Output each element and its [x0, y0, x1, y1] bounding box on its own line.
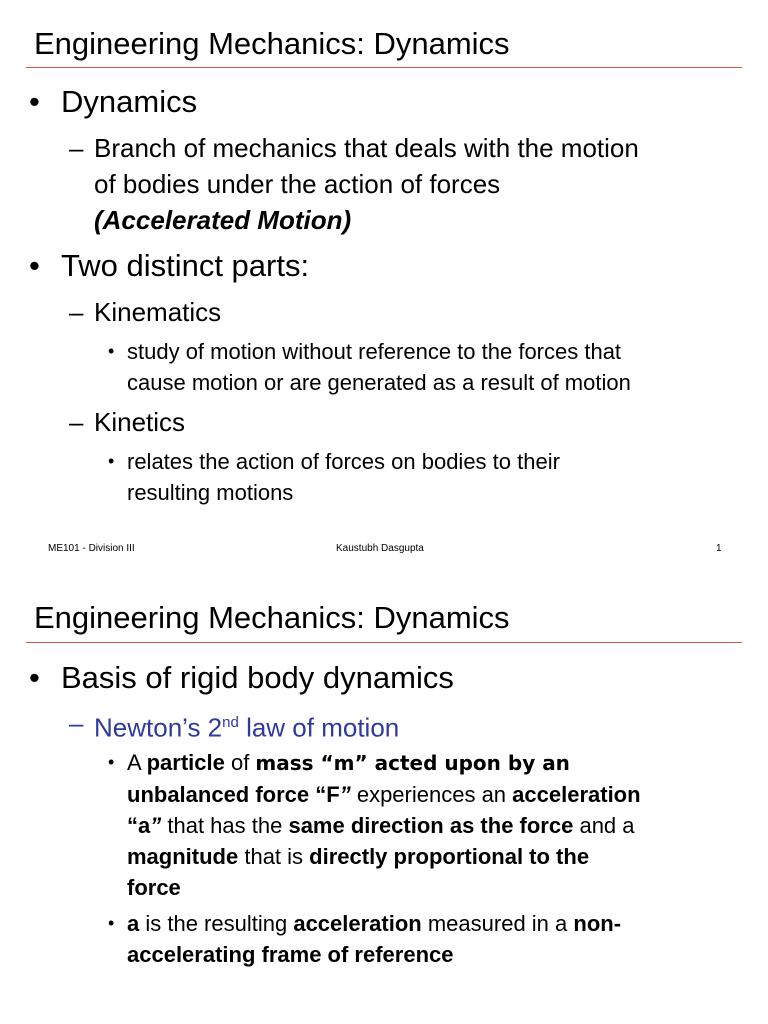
footer-author: Kaustubh Dasgupta	[336, 543, 424, 554]
acceleration-frame-note: • a is the resulting acceleration measured in a non- accelerating frame of reference	[108, 908, 621, 970]
definition-line-2: of bodies under the action of forces	[94, 169, 501, 199]
newton-pre: Newton’s 2	[94, 712, 223, 743]
sub-bullet-newton-law	[69, 705, 399, 746]
kinematics-description	[108, 336, 631, 398]
kinetics-label: Kinetics	[94, 407, 186, 437]
bullet-glyph: •	[29, 248, 40, 283]
bullet-glyph: •	[29, 660, 40, 695]
kinematics-label: Kinematics	[94, 297, 222, 327]
kinematics-desc-line-1: study of motion without reference to the forces that	[127, 339, 622, 364]
footer-course: ME101 - Division III	[48, 543, 135, 554]
dash-glyph: –	[69, 297, 84, 327]
bullet-text: Basis of rigid body dynamics	[61, 660, 454, 695]
bullet-glyph: •	[108, 341, 115, 361]
title-divider	[26, 67, 742, 68]
newton-post: law of motion	[238, 712, 400, 743]
bullet-glyph: •	[108, 913, 115, 933]
bullet-text: Dynamics	[61, 84, 198, 119]
slide-title: Engineering Mechanics: Dynamics	[34, 26, 510, 61]
sub-bullet-kinetics	[69, 404, 185, 440]
footer-page-number: 1	[716, 543, 722, 554]
bullet-dynamics	[29, 84, 197, 120]
sub-bullet-kinematics	[69, 294, 221, 330]
definition-emphasis: (Accelerated Motion)	[94, 205, 352, 235]
bullet-text: Two distinct parts:	[61, 248, 310, 283]
bullet-two-parts	[29, 248, 309, 284]
definition-text	[94, 130, 639, 238]
kinematics-desc-line-2: cause motion or are generated as a result of motion	[127, 370, 631, 395]
definition-line-1: Branch of mechanics that deals with the motion	[94, 133, 639, 163]
dash-glyph: –	[69, 708, 84, 738]
bullet-glyph: •	[29, 84, 40, 119]
slide-2	[0, 512, 768, 1024]
newton-law-text	[94, 705, 399, 746]
kinetics-desc-line-2: resulting motions	[127, 480, 294, 505]
dash-glyph: –	[69, 133, 84, 163]
sub-bullet-definition	[69, 130, 639, 238]
kinetics-desc-line-1: relates the action of forces on bodies to their	[127, 449, 560, 474]
bullet-glyph: •	[108, 451, 115, 471]
bullet-rigid-body	[29, 660, 454, 696]
newton-sup: nd	[222, 714, 239, 731]
dash-glyph: –	[69, 407, 84, 437]
newton-law-statement: • A particle of mass “m” acted upon by an unbalanced force “F” experiences an acceleration “a” that has the same direction as the force and a magnitude that is directly proportional to the force	[108, 747, 641, 903]
slide-title: Engineering Mechanics: Dynamics	[34, 600, 510, 635]
bullet-glyph: •	[108, 752, 115, 772]
title-divider	[26, 642, 742, 643]
kinetics-description	[108, 446, 560, 508]
